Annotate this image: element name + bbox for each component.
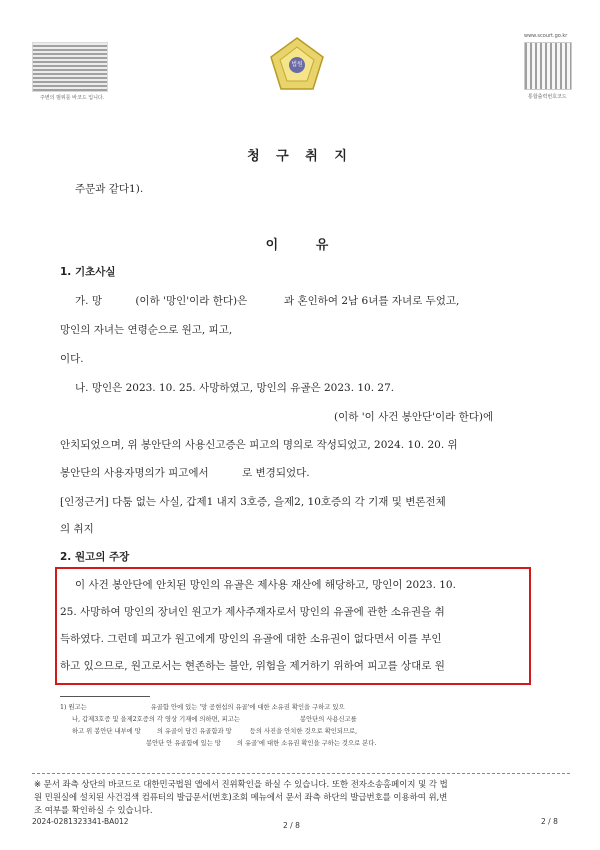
- section1-line: 의 취지: [60, 523, 94, 535]
- section2-line: 25. 사망하여 망인의 장녀인 원고가 제사주재자로서 망인의 유골에 관한 소유권을 취: [60, 606, 445, 618]
- notice-line: 원 민원실에 설치된 사건검색 컴퓨터의 발급문서(번호)조회 메뉴에서 문서 좌측 하단의 발급번호를 이용하여 위,변: [34, 792, 448, 802]
- footnote-divider: [60, 696, 150, 697]
- section1-heading: 1. 기초사실: [60, 266, 116, 278]
- footnote-line: 하고 위 봉안단 내부에 망 의 유골이 담긴 유골함과 망 등의 사진을 안치한 것으로 확인되므로,: [72, 728, 358, 735]
- claim-text: 주문과 같다1).: [75, 183, 144, 195]
- claim-title: 청 구 취 지: [247, 149, 353, 164]
- right-qr-caption: 통합출력번호코드: [528, 94, 567, 100]
- left-barcode-image: [32, 42, 108, 92]
- section1-line: 봉안단의 사용자명의가 피고에서 로 변경되었다.: [60, 467, 310, 479]
- section1-line: 나. 망인은 2023. 10. 25. 사망하였고, 망인의 유골은 2023. 10. 27.: [75, 382, 395, 394]
- document-number: 2024-0281323341-BA012: [32, 817, 129, 826]
- notice-line: 조 여부를 확인하실 수 있습니다.: [34, 805, 153, 815]
- reasons-title: 이 유: [265, 238, 335, 253]
- emblem-text: 법원: [291, 61, 303, 68]
- section2-heading: 2. 원고의 주장: [60, 551, 130, 563]
- page-number-center: 2 / 8: [283, 821, 300, 830]
- section1-line: [인정근거] 다툼 없는 사실, 갑제1 내지 3호증, 을제2, 10호증의 각 기재 및 변론전체: [60, 496, 446, 508]
- section1-line: 이다.: [60, 353, 84, 365]
- section2-line: 하고 있으므로, 원고로서는 현존하는 불안, 위험을 제거하기 위하여 피고를 상대로 원: [60, 660, 445, 672]
- footnote-line: 1) 원고는 유골함 안에 있는 '망 공현섭의 유골'에 대한 소유권 확인을 구하고 있으: [60, 704, 345, 711]
- right-qr-code: [524, 42, 572, 90]
- footnote-line: 나, 갑제3호증 및 을제2호증의 각 영상 기재에 의하면, 피고는 봉안단의 사용신고를: [72, 716, 357, 723]
- section2-line: 득하였다. 그런데 피고가 원고에게 망인의 유골에 대한 소유권이 없다면서 이를 부인: [60, 633, 442, 645]
- notice-line: ※ 문서 좌측 상단의 바코드로 대한민국법원 앱에서 진위확인을 하실 수 있습니다. 또한 전자소송홈페이지 및 각 법: [34, 779, 448, 789]
- section1-line: 안치되었으며, 위 봉안단의 사용신고증은 피고의 명의로 작성되었고, 2024. 10. 20. 위: [60, 439, 458, 451]
- section1-line: 가. 망 (이하 '망인'이라 한다)은 과 혼인하여 2남 6녀를 자녀로 두었고,: [75, 295, 460, 307]
- section1-line: (이하 '이 사건 봉안단'이라 한다)에: [334, 411, 494, 423]
- section2-line: 이 사건 봉안단에 안치된 망인의 유골은 제사용 재산에 해당하고, 망인이 2023. 10.: [75, 579, 456, 591]
- section1-line: 망인의 자녀는 연령순으로 원고, 피고,: [60, 324, 233, 336]
- left-barcode-caption: 주변의 범위를 바코드 입니다.: [40, 95, 105, 101]
- notice-divider: [32, 773, 570, 774]
- right-url: www.scourt.go.kr: [524, 33, 568, 39]
- footnote-line: 봉안단 안 유골함에 있는 망 의 유골'에 대한 소유권 확인을 구하는 것으로 본다.: [146, 740, 377, 747]
- page-number-right: 2 / 8: [541, 817, 558, 826]
